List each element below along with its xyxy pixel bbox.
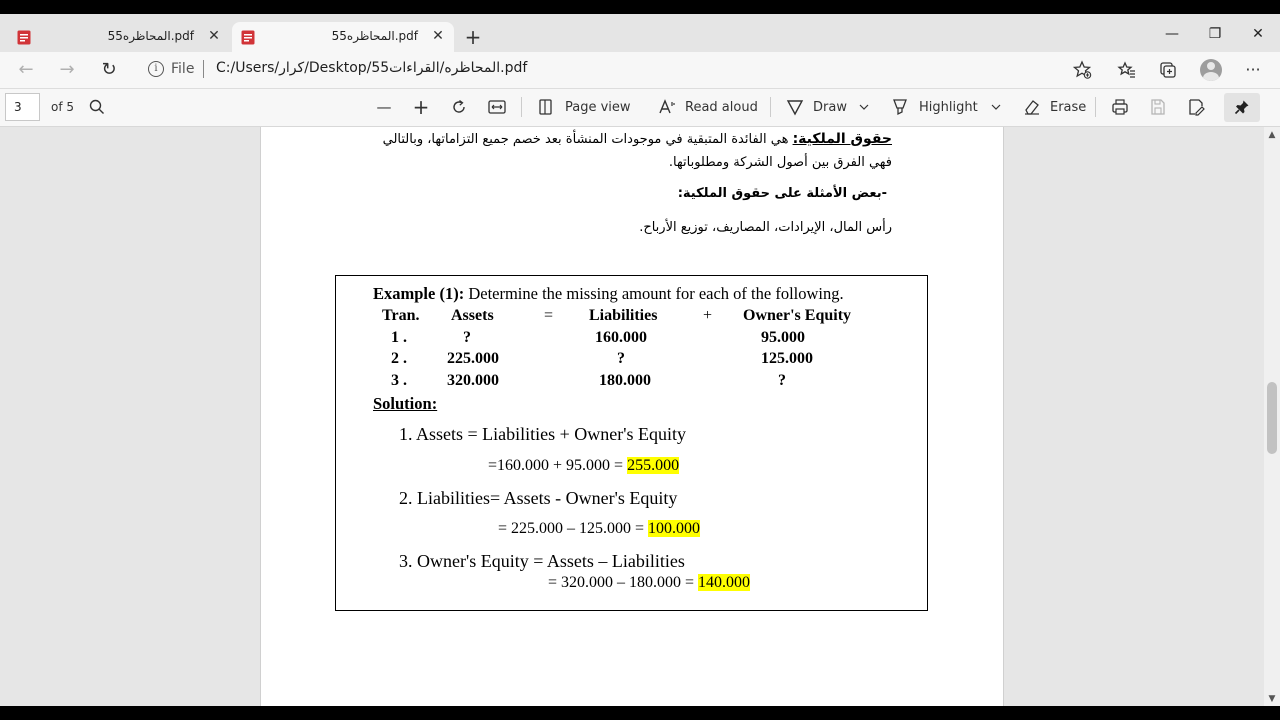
examples-list: رأس المال، الإيرادات، المصاريف، توزيع الأرباح.	[639, 220, 892, 235]
examples-heading: -بعض الأمثلة على حقوق الملكية:	[677, 186, 887, 201]
eraser-icon[interactable]	[1022, 96, 1042, 118]
header-assets: Assets	[451, 307, 494, 324]
row1-liabilities: 160.000	[595, 329, 647, 346]
step1-answer: 255.000	[627, 457, 680, 474]
step3-calc-text: = 320.000 – 180.000 =	[548, 574, 699, 591]
equity-term: حقوق الملكية:	[792, 131, 892, 147]
step2-calc-text: = 225.000 – 125.000 =	[498, 520, 649, 537]
equity-definition-line2: فهي الفرق بين أصول الشركة ومطلوباتها.	[668, 155, 892, 170]
profile-icon[interactable]	[1200, 59, 1222, 81]
page-total: of 5	[51, 100, 75, 114]
solution-label: Solution:	[373, 394, 438, 413]
close-tab-icon[interactable]: ✕	[432, 28, 444, 44]
tab-strip	[0, 14, 1280, 52]
header-owners-equity: Owner's Equity	[743, 307, 852, 324]
close-tab-icon[interactable]: ✕	[208, 28, 220, 44]
restore-button[interactable]: ❐	[1208, 26, 1222, 42]
step3-formula: 3. Owner's Equity = Assets – Liabilities	[399, 551, 685, 571]
row2-equity: 125.000	[761, 350, 813, 367]
page-view-icon[interactable]	[536, 96, 556, 118]
scheme-label[interactable]: File	[171, 61, 195, 77]
search-icon[interactable]	[87, 96, 107, 118]
pdf-file-icon	[17, 30, 31, 45]
tab-pdf-2[interactable]	[232, 22, 454, 52]
back-button[interactable]: ←	[18, 59, 34, 80]
pdf-toolbar	[0, 88, 1280, 127]
address-divider	[203, 60, 204, 78]
favorites-icon[interactable]	[1115, 58, 1139, 82]
page-view-button[interactable]: Page view	[565, 100, 631, 115]
rotate-icon[interactable]	[449, 96, 469, 118]
new-tab-button[interactable]: +	[464, 25, 482, 49]
scroll-thumb[interactable]	[1267, 382, 1277, 454]
chevron-down-icon[interactable]	[858, 96, 870, 118]
step2-calc	[498, 520, 700, 538]
zoom-out-button[interactable]: —	[376, 98, 392, 116]
step1-formula: 1. Assets = Liabilities + Owner's Equity	[399, 424, 687, 444]
row1-tran: 1 .	[391, 329, 407, 346]
row1-equity: 95.000	[761, 329, 805, 346]
browser-window	[0, 14, 1280, 706]
example-title	[373, 284, 844, 304]
tab-pdf-1[interactable]	[8, 22, 230, 52]
add-favorite-icon[interactable]	[1070, 58, 1094, 82]
read-aloud-icon[interactable]	[657, 96, 677, 118]
chevron-down-icon[interactable]	[990, 96, 1002, 118]
erase-button[interactable]: Erase	[1050, 100, 1087, 115]
example-box	[335, 275, 928, 611]
fit-to-width-icon[interactable]	[486, 96, 508, 118]
row3-assets: 320.000	[447, 372, 499, 389]
equity-definition-text: هي الفائدة المتبقية في موجودات المنشأة بعد خصم جميع التزاماتها، وبالتالي	[382, 132, 793, 147]
draw-button[interactable]: Draw	[813, 100, 847, 115]
row3-equity: ?	[778, 372, 786, 389]
save-icon[interactable]	[1148, 96, 1168, 118]
site-info-icon[interactable]: i	[148, 61, 164, 77]
minimize-button[interactable]: —	[1165, 26, 1179, 42]
step1-calc-text: =160.000 + 95.000 =	[488, 457, 628, 474]
pin-icon	[1234, 99, 1250, 116]
vertical-scrollbar[interactable]	[1264, 127, 1280, 706]
pdf-viewer[interactable]	[0, 127, 1264, 706]
example-label: Example (1):	[373, 284, 465, 303]
header-equals: =	[544, 307, 554, 324]
tab-title: المحاظره55.pdf	[107, 29, 194, 43]
pdf-file-icon	[241, 30, 255, 45]
pin-toolbar-button[interactable]	[1224, 93, 1260, 122]
scroll-up-icon[interactable]: ▲	[1268, 130, 1276, 140]
page-number-input[interactable]: 3	[5, 93, 40, 121]
toolbar-divider	[1095, 97, 1096, 117]
highlight-icon[interactable]	[890, 96, 910, 118]
highlight-button[interactable]: Highlight	[919, 100, 978, 115]
header-plus: +	[703, 307, 713, 324]
step3-answer: 140.000	[698, 574, 751, 591]
row3-tran: 3 .	[391, 372, 407, 389]
step3-calc	[548, 574, 750, 592]
row2-tran: 2 .	[391, 350, 407, 367]
step2-answer: 100.000	[648, 520, 701, 537]
step2-formula: 2. Liabilities= Assets - Owner's Equity	[399, 488, 678, 508]
equity-definition-line1	[383, 131, 892, 147]
example-instruction: Determine the missing amount for each of the following.	[464, 284, 844, 303]
row2-assets: 225.000	[447, 350, 499, 367]
scroll-down-icon[interactable]: ▼	[1268, 694, 1276, 704]
row3-liabilities: 180.000	[599, 372, 651, 389]
address-input[interactable]: C:/Users/كرار/Desktop/55المحاظره/القراءات.pdf	[216, 60, 528, 76]
save-as-icon[interactable]	[1186, 96, 1206, 118]
header-tran: Tran.	[382, 307, 420, 324]
toolbar-divider	[770, 97, 771, 117]
forward-button[interactable]: →	[59, 59, 75, 80]
toolbar-divider	[521, 97, 522, 117]
pdf-page	[260, 127, 1004, 706]
step1-calc	[488, 457, 679, 475]
reload-button[interactable]: ↻	[101, 59, 117, 80]
tab-title: المحاظره55.pdf	[331, 29, 418, 43]
collections-icon[interactable]	[1156, 58, 1180, 82]
read-aloud-button[interactable]: Read aloud	[685, 100, 758, 115]
draw-icon[interactable]	[785, 96, 805, 118]
print-icon[interactable]	[1110, 96, 1130, 118]
header-liabilities: Liabilities	[589, 307, 658, 324]
row2-liabilities: ?	[617, 350, 625, 367]
address-row	[0, 52, 1280, 88]
zoom-in-button[interactable]: +	[412, 95, 430, 119]
more-icon[interactable]: ···	[1245, 60, 1261, 79]
row1-assets: ?	[463, 329, 471, 346]
close-window-button[interactable]: ✕	[1252, 26, 1264, 42]
